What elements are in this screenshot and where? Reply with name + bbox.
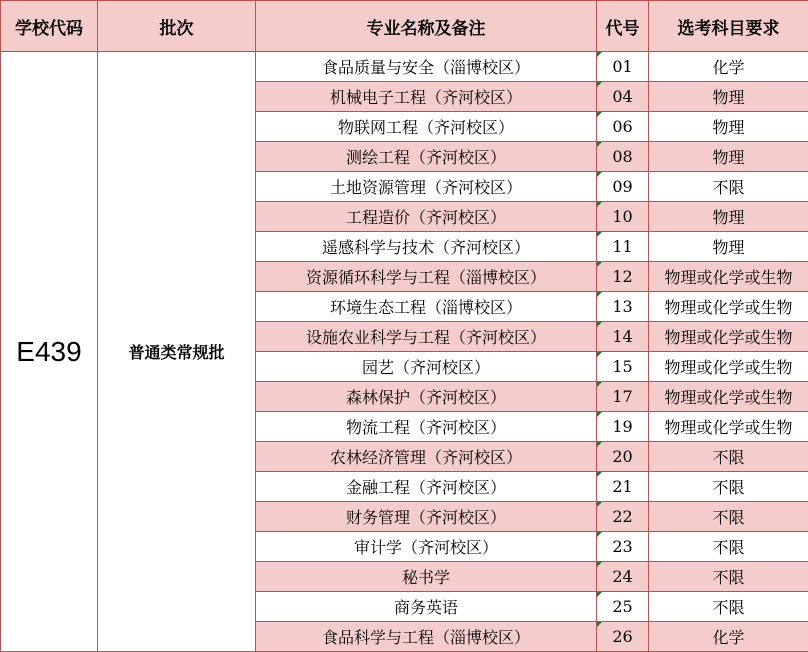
subject-requirement-cell: 不限 <box>649 562 808 592</box>
major-code-cell: 14 <box>597 322 649 352</box>
subject-requirement-cell: 物理 <box>649 112 808 142</box>
subject-requirement-cell: 物理 <box>649 202 808 232</box>
subject-requirement-cell: 物理或化学或生物 <box>649 292 808 322</box>
subject-requirement-cell: 化学 <box>649 622 808 652</box>
major-name-cell: 物联网工程（齐河校区） <box>256 112 597 142</box>
table-body <box>1 52 808 652</box>
major-name-cell: 遥感科学与技术（齐河校区） <box>256 232 597 262</box>
subject-requirement-cell: 物理 <box>649 82 808 112</box>
header-row <box>1 1 808 52</box>
major-name-cell: 食品质量与安全（淄博校区） <box>256 52 597 82</box>
major-code-cell: 12 <box>597 262 649 292</box>
subject-requirement-cell: 不限 <box>649 502 808 532</box>
major-name-cell: 工程造价（齐河校区） <box>256 202 597 232</box>
major-name-cell: 设施农业科学与工程（齐河校区） <box>256 322 597 352</box>
major-name-cell: 资源循环科学与工程（淄博校区） <box>256 262 597 292</box>
major-name-cell: 食品科学与工程（淄博校区） <box>256 622 597 652</box>
major-code-cell: 21 <box>597 472 649 502</box>
subject-requirement-cell: 不限 <box>649 442 808 472</box>
major-code-cell: 24 <box>597 562 649 592</box>
subject-requirement-cell: 物理或化学或生物 <box>649 322 808 352</box>
header-batch: 批次 <box>98 1 256 52</box>
major-code-cell: 22 <box>597 502 649 532</box>
major-name-cell: 物流工程（齐河校区） <box>256 412 597 442</box>
major-name-cell: 环境生态工程（淄博校区） <box>256 292 597 322</box>
major-name-cell: 商务英语 <box>256 592 597 622</box>
subject-requirement-cell: 不限 <box>649 172 808 202</box>
batch-cell: 普通类常规批 <box>98 52 256 652</box>
major-code-cell: 01 <box>597 52 649 82</box>
major-name-cell: 测绘工程（齐河校区） <box>256 142 597 172</box>
major-code-cell: 11 <box>597 232 649 262</box>
major-name-cell: 农林经济管理（齐河校区） <box>256 442 597 472</box>
major-code-cell: 09 <box>597 172 649 202</box>
header-subject-requirement: 选考科目要求 <box>649 1 808 52</box>
major-code-cell: 23 <box>597 532 649 562</box>
subject-requirement-cell: 物理或化学或生物 <box>649 382 808 412</box>
major-name-cell: 机械电子工程（齐河校区） <box>256 82 597 112</box>
subject-requirement-cell: 不限 <box>649 472 808 502</box>
major-name-cell: 金融工程（齐河校区） <box>256 472 597 502</box>
major-code-cell: 08 <box>597 142 649 172</box>
subject-requirement-cell: 不限 <box>649 592 808 622</box>
major-code-cell: 25 <box>597 592 649 622</box>
major-code-cell: 15 <box>597 352 649 382</box>
major-code-cell: 26 <box>597 622 649 652</box>
major-name-cell: 秘书学 <box>256 562 597 592</box>
major-name-cell: 森林保护（齐河校区） <box>256 382 597 412</box>
major-code-cell: 10 <box>597 202 649 232</box>
subject-requirement-cell: 物理或化学或生物 <box>649 352 808 382</box>
major-code-cell: 20 <box>597 442 649 472</box>
major-name-cell: 园艺（齐河校区） <box>256 352 597 382</box>
subject-requirement-cell: 物理 <box>649 142 808 172</box>
major-name-cell: 土地资源管理（齐河校区） <box>256 172 597 202</box>
header-school-code: 学校代码 <box>1 1 98 52</box>
major-name-cell: 审计学（齐河校区） <box>256 532 597 562</box>
major-code-cell: 13 <box>597 292 649 322</box>
table-header <box>1 1 808 52</box>
school-code-cell: E439 <box>1 52 98 652</box>
header-code: 代号 <box>597 1 649 52</box>
major-name-cell: 财务管理（齐河校区） <box>256 502 597 532</box>
major-code-cell: 06 <box>597 112 649 142</box>
major-code-cell: 04 <box>597 82 649 112</box>
subject-requirement-cell: 不限 <box>649 532 808 562</box>
subject-requirement-cell: 物理或化学或生物 <box>649 262 808 292</box>
major-code-cell: 19 <box>597 412 649 442</box>
table-row <box>1 52 808 82</box>
header-major-name: 专业名称及备注 <box>256 1 597 52</box>
subject-requirement-cell: 物理 <box>649 232 808 262</box>
major-code-cell: 17 <box>597 382 649 412</box>
subject-requirement-cell: 化学 <box>649 52 808 82</box>
subject-requirement-cell: 物理或化学或生物 <box>649 412 808 442</box>
